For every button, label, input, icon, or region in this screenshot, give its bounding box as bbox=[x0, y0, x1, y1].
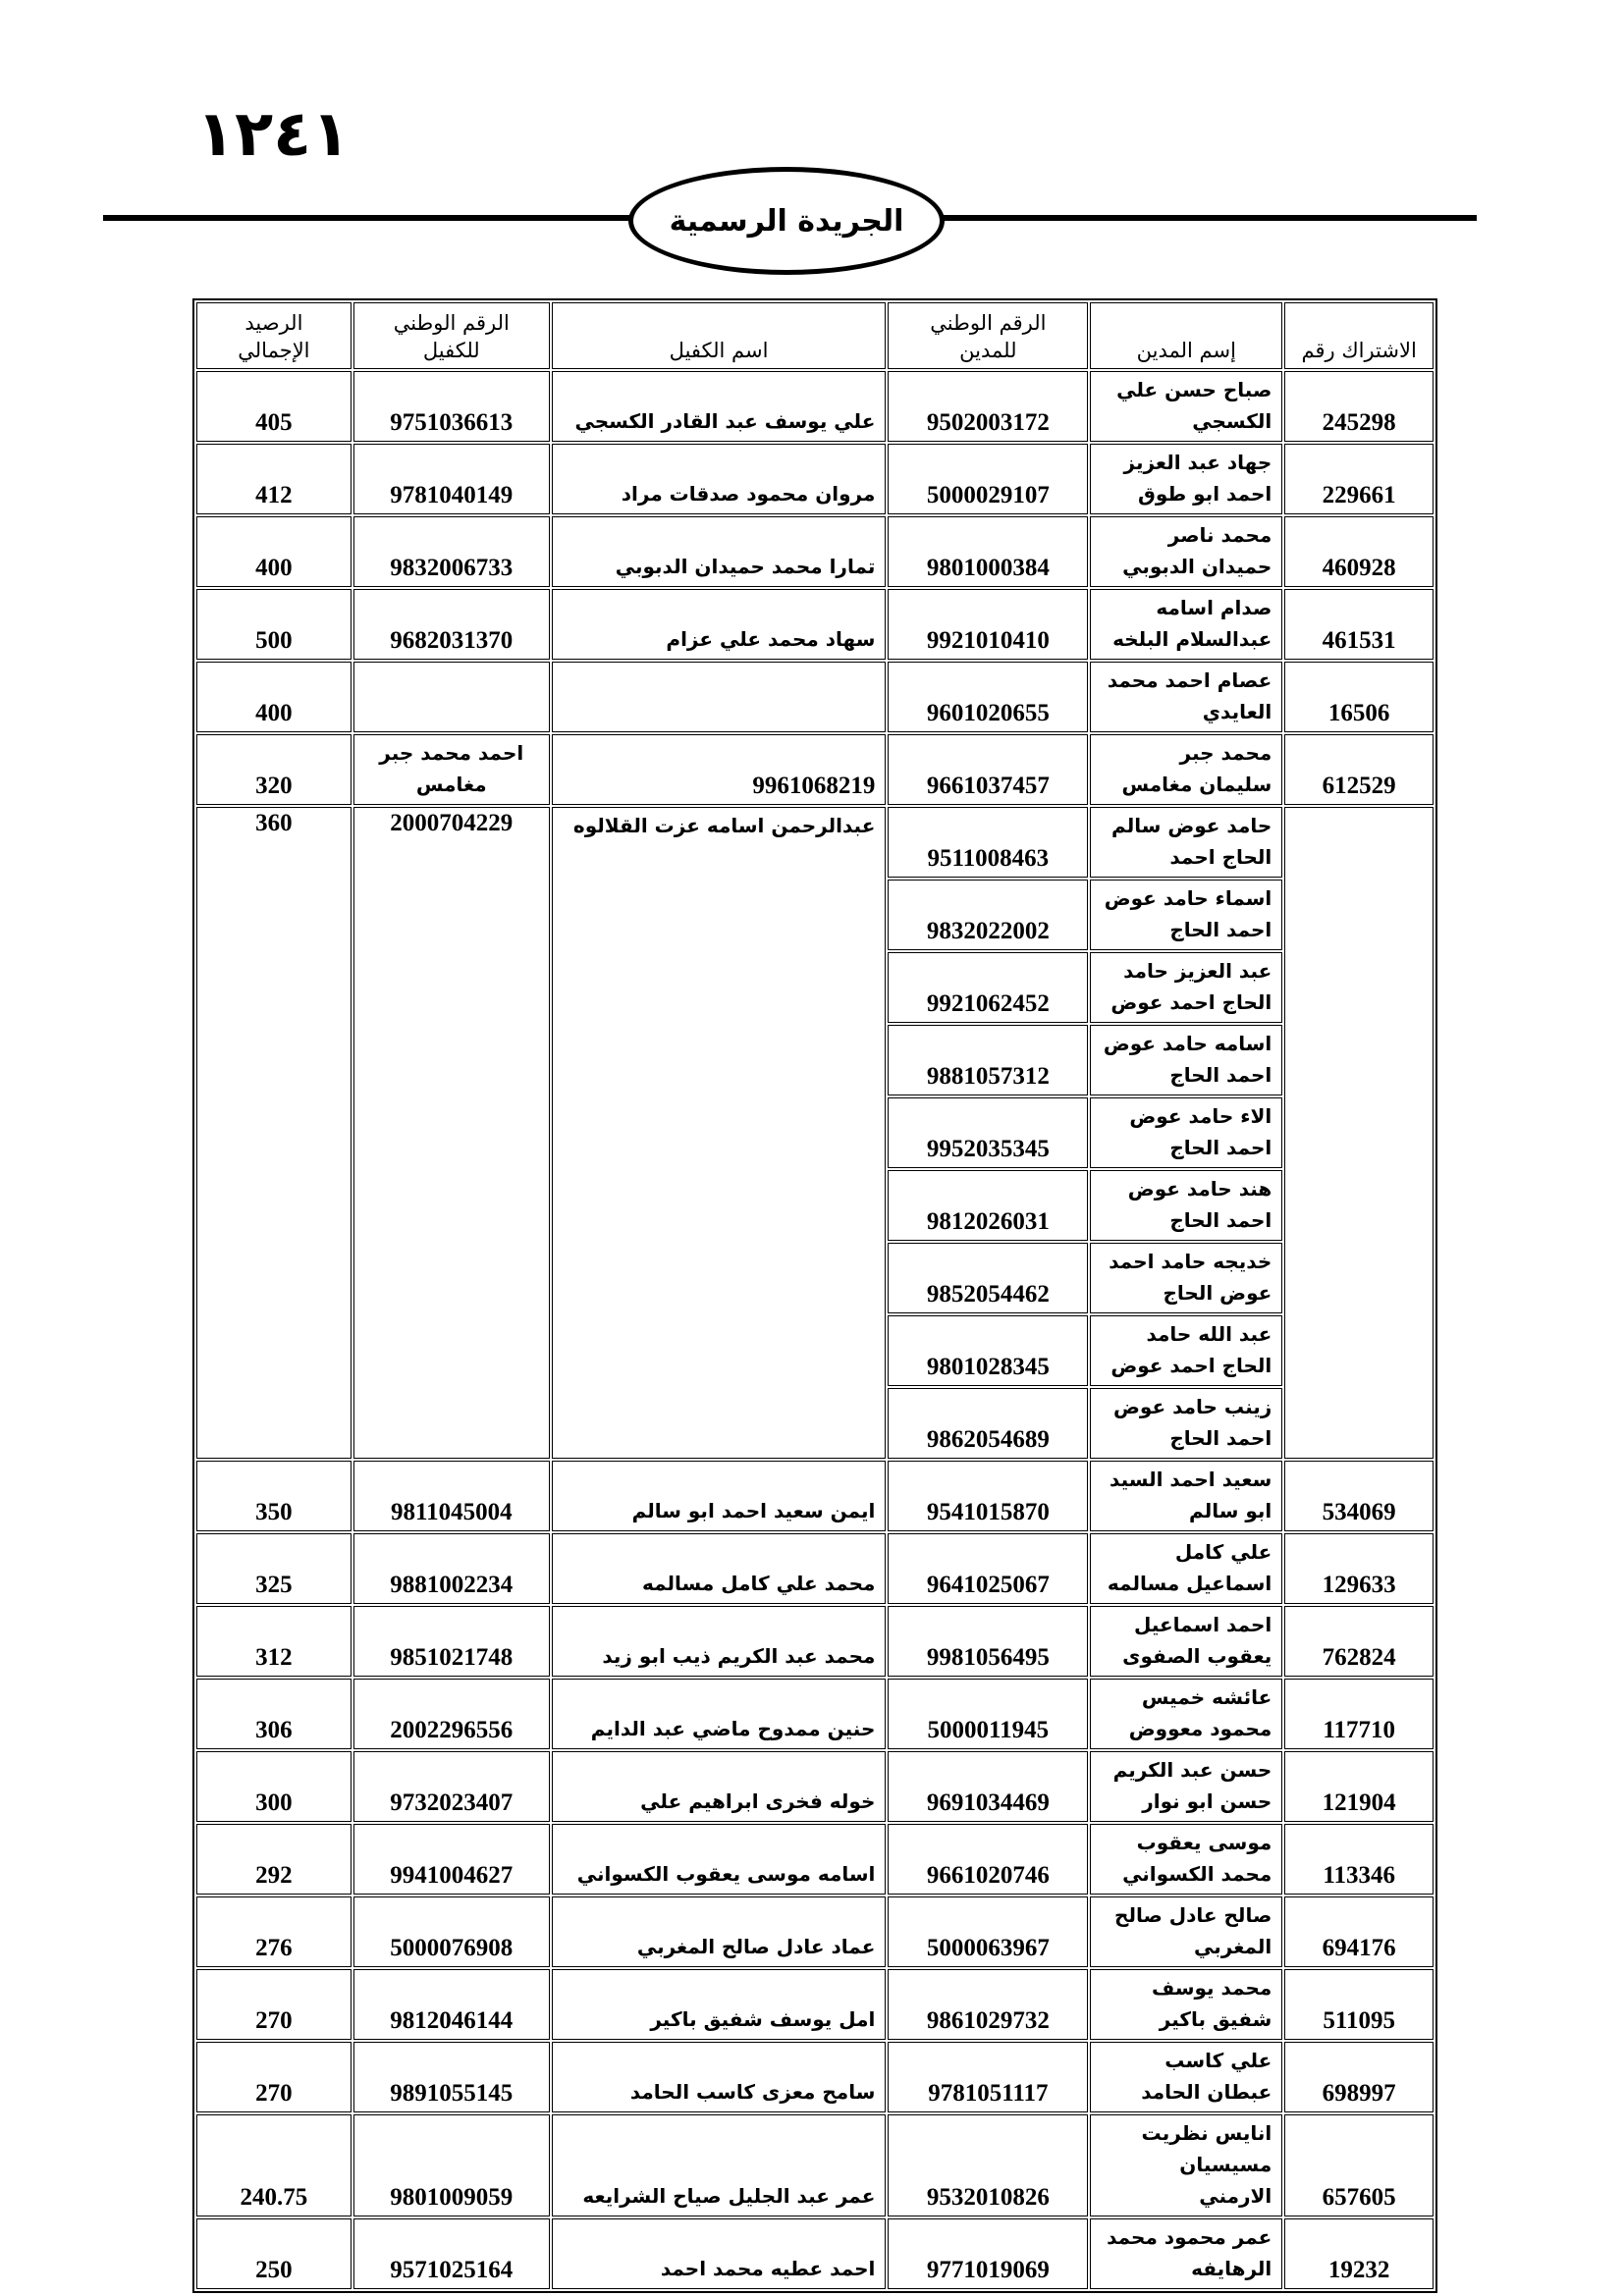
table-row bbox=[196, 2218, 1434, 2289]
subscription-number: 657605 bbox=[1284, 2114, 1434, 2216]
debtor-name: انايس نظريت مسيسيان الارمني bbox=[1090, 2114, 1282, 2216]
debtor-name: سعيد احمد السيد ابو سالم bbox=[1090, 1461, 1282, 1531]
subscription-number: 229661 bbox=[1284, 444, 1434, 514]
table-row bbox=[196, 589, 1434, 660]
debtor-national-id: 5000029107 bbox=[888, 444, 1088, 514]
table-row bbox=[196, 662, 1434, 732]
debtor-name: عبد العزيز حامد الحاج احمد عوض bbox=[1090, 952, 1282, 1023]
subscription-number: 121904 bbox=[1284, 1751, 1434, 1822]
col-guarantor-name: اسم الكفيل bbox=[552, 302, 887, 369]
debtor-national-id: 9852054462 bbox=[888, 1243, 1088, 1313]
debtor-national-id: 9511008463 bbox=[888, 807, 1088, 878]
total-balance: 400 bbox=[196, 662, 352, 732]
debtor-name: صباح حسن علي الكسجي bbox=[1090, 371, 1282, 442]
subscription-number: 762824 bbox=[1284, 1606, 1434, 1677]
debtor-name: احمد اسماعيل يعقوب الصفوى bbox=[1090, 1606, 1282, 1677]
guarantor-national-id: 2000704229 bbox=[353, 807, 550, 1459]
table-row bbox=[196, 734, 1434, 805]
total-balance: 412 bbox=[196, 444, 352, 514]
guarantor-name: تمارا محمد حميدان الدبوبي bbox=[552, 516, 887, 587]
guarantor-name: اسامه موسى يعقوب الكسواني bbox=[552, 1824, 887, 1895]
debtor-national-id: 9921010410 bbox=[888, 589, 1088, 660]
guarantor-national-id: احمد محمد جبر مغامس bbox=[353, 734, 550, 805]
table-row bbox=[196, 516, 1434, 587]
guarantor-name: احمد عطيه محمد احمد bbox=[552, 2218, 887, 2289]
guarantor-national-id: 9812046144 bbox=[353, 1969, 550, 2040]
table-header-row bbox=[196, 302, 1434, 369]
debtor-national-id: 9661020746 bbox=[888, 1824, 1088, 1895]
subscription-number: 694176 bbox=[1284, 1896, 1434, 1967]
total-balance: 320 bbox=[196, 734, 352, 805]
guarantor-name: امل يوسف شفيق باكير bbox=[552, 1969, 887, 2040]
debtor-national-id: 9532010826 bbox=[888, 2114, 1088, 2216]
debtor-national-id: 9801028345 bbox=[888, 1315, 1088, 1386]
total-balance: 270 bbox=[196, 1969, 352, 2040]
table-row bbox=[196, 1606, 1434, 1677]
debtor-name: الاء حامد عوض احمد الحاج bbox=[1090, 1097, 1282, 1168]
debtor-national-id: 5000063967 bbox=[888, 1896, 1088, 1967]
total-balance: 500 bbox=[196, 589, 352, 660]
guarantor-name: 9961068219 bbox=[552, 734, 887, 805]
guarantor-national-id: 9891055145 bbox=[353, 2042, 550, 2112]
total-balance: 240.75 bbox=[196, 2114, 352, 2216]
guarantor-name: مروان محمود صدقات مراد bbox=[552, 444, 887, 514]
debtor-name: اسامه حامد عوض احمد الحاج bbox=[1090, 1025, 1282, 1095]
debtor-name: جهاد عبد العزيز احمد ابو طوق bbox=[1090, 444, 1282, 514]
subscription-number: 245298 bbox=[1284, 371, 1434, 442]
guarantor-national-id: 9682031370 bbox=[353, 589, 550, 660]
guarantor-national-id: 9811045004 bbox=[353, 1461, 550, 1531]
table-row bbox=[196, 1679, 1434, 1749]
guarantor-national-id: 9732023407 bbox=[353, 1751, 550, 1822]
debtor-national-id: 9541015870 bbox=[888, 1461, 1088, 1531]
debtor-name: خديجه حامد احمد عوض الحاج bbox=[1090, 1243, 1282, 1313]
debtor-national-id: 9661037457 bbox=[888, 734, 1088, 805]
debtor-name: عمر محمود محمد الرهايفه bbox=[1090, 2218, 1282, 2289]
subscription-number: 461531 bbox=[1284, 589, 1434, 660]
table-row bbox=[196, 371, 1434, 442]
total-balance: 270 bbox=[196, 2042, 352, 2112]
debtor-name: موسى يعقوب محمد الكسواني bbox=[1090, 1824, 1282, 1895]
guarantor-national-id: 9781040149 bbox=[353, 444, 550, 514]
guarantor-name: سهاد محمد علي عزام bbox=[552, 589, 887, 660]
total-balance: 350 bbox=[196, 1461, 352, 1531]
table-row bbox=[196, 444, 1434, 514]
guarantor-name: عبدالرحمن اسامه عزت القلالوه bbox=[552, 807, 887, 1459]
debtor-national-id: 9981056495 bbox=[888, 1606, 1088, 1677]
debtor-national-id: 9502003172 bbox=[888, 371, 1088, 442]
total-balance: 276 bbox=[196, 1896, 352, 1967]
debtor-name: صدام اسامه عبدالسلام البلخه bbox=[1090, 589, 1282, 660]
table-row bbox=[196, 1461, 1434, 1531]
debtor-name: عبد الله حامد الحاج احمد عوض bbox=[1090, 1315, 1282, 1386]
debtor-name: حسن عبد الكريم حسن ابو نوار bbox=[1090, 1751, 1282, 1822]
debtor-national-id: 9641025067 bbox=[888, 1533, 1088, 1604]
guarantor-name: علي يوسف عبد القادر الكسجي bbox=[552, 371, 887, 442]
table-row bbox=[196, 2042, 1434, 2112]
guarantor-name: ايمن سعيد احمد ابو سالم bbox=[552, 1461, 887, 1531]
debtor-national-id: 9952035345 bbox=[888, 1097, 1088, 1168]
guarantor-name bbox=[552, 662, 887, 732]
guarantor-national-id: 5000076908 bbox=[353, 1896, 550, 1967]
debtor-name: محمد يوسف شفيق باكير bbox=[1090, 1969, 1282, 2040]
debtor-name: هند حامد عوض احمد الحاج bbox=[1090, 1170, 1282, 1241]
subscription-number bbox=[1284, 807, 1434, 1459]
table-row bbox=[196, 1969, 1434, 2040]
guarantor-name: عمر عبد الجليل صياح الشرايعه bbox=[552, 2114, 887, 2216]
debtor-national-id: 9691034469 bbox=[888, 1751, 1088, 1822]
guarantor-national-id: 9941004627 bbox=[353, 1824, 550, 1895]
guarantor-national-id: 9851021748 bbox=[353, 1606, 550, 1677]
total-balance: 405 bbox=[196, 371, 352, 442]
guarantor-national-id: 9571025164 bbox=[353, 2218, 550, 2289]
debtor-national-id: 9801000384 bbox=[888, 516, 1088, 587]
guarantor-national-id: 9801009059 bbox=[353, 2114, 550, 2216]
debtor-name: محمد جبر سليمان مغامس bbox=[1090, 734, 1282, 805]
debtor-name: محمد ناصر حميدان الدبوبي bbox=[1090, 516, 1282, 587]
guarantor-national-id: 9751036613 bbox=[353, 371, 550, 442]
header-title: الجريدة الرسمية bbox=[669, 203, 904, 239]
debtor-national-id: 9781051117 bbox=[888, 2042, 1088, 2112]
guarantor-national-id bbox=[353, 662, 550, 732]
subscription-number: 113346 bbox=[1284, 1824, 1434, 1895]
col-debtor-id: الرقم الوطني للمدين bbox=[888, 302, 1088, 369]
table-row bbox=[196, 2114, 1434, 2216]
table-row bbox=[196, 1533, 1434, 1604]
total-balance: 400 bbox=[196, 516, 352, 587]
subscription-number: 117710 bbox=[1284, 1679, 1434, 1749]
debtor-national-id: 9832022002 bbox=[888, 880, 1088, 950]
debtor-national-id: 9812026031 bbox=[888, 1170, 1088, 1241]
total-balance: 325 bbox=[196, 1533, 352, 1604]
debtor-name: اسماء حامد عوض احمد الحاج bbox=[1090, 880, 1282, 950]
guarantor-name: خوله فخرى ابراهيم علي bbox=[552, 1751, 887, 1822]
col-debtor-name: إسم المدين bbox=[1090, 302, 1282, 369]
debtor-name: عائشه خميس محمود معووض bbox=[1090, 1679, 1282, 1749]
debtor-name: علي كاسب عبطان الحامد bbox=[1090, 2042, 1282, 2112]
subscription-number: 19232 bbox=[1284, 2218, 1434, 2289]
guarantor-national-id: 9881002234 bbox=[353, 1533, 550, 1604]
debtor-name: زينب حامد عوض احمد الحاج bbox=[1090, 1388, 1282, 1459]
subscription-number: 511095 bbox=[1284, 1969, 1434, 2040]
debtor-national-id: 5000011945 bbox=[888, 1679, 1088, 1749]
debtor-national-id: 9862054689 bbox=[888, 1388, 1088, 1459]
total-balance: 306 bbox=[196, 1679, 352, 1749]
total-balance: 292 bbox=[196, 1824, 352, 1895]
debtor-national-id: 9861029732 bbox=[888, 1969, 1088, 2040]
header-oval bbox=[628, 167, 945, 275]
subscription-number: 612529 bbox=[1284, 734, 1434, 805]
guarantor-name: محمد علي كامل مسالمه bbox=[552, 1533, 887, 1604]
total-balance: 300 bbox=[196, 1751, 352, 1822]
total-balance: 312 bbox=[196, 1606, 352, 1677]
table-row bbox=[196, 1824, 1434, 1895]
total-balance: 250 bbox=[196, 2218, 352, 2289]
table-row bbox=[196, 1896, 1434, 1967]
col-subscription: الاشتراك رقم bbox=[1284, 302, 1434, 369]
page-number: ١٢٤١ bbox=[196, 98, 351, 171]
subscription-number: 698997 bbox=[1284, 2042, 1434, 2112]
debtor-national-id: 9881057312 bbox=[888, 1025, 1088, 1095]
debtor-name: عصام احمد محمد العايدي bbox=[1090, 662, 1282, 732]
table-row bbox=[196, 1751, 1434, 1822]
debtors-table bbox=[192, 298, 1437, 2293]
debtor-national-id: 9921062452 bbox=[888, 952, 1088, 1023]
subscription-number: 129633 bbox=[1284, 1533, 1434, 1604]
table-row-group bbox=[196, 807, 1434, 878]
debtor-name: علي كامل اسماعيل مسالمه bbox=[1090, 1533, 1282, 1604]
subscription-number: 460928 bbox=[1284, 516, 1434, 587]
guarantor-national-id: 9832006733 bbox=[353, 516, 550, 587]
col-guarantor-id: الرقم الوطني للكفيل bbox=[353, 302, 550, 369]
col-balance: الرصيد الإجمالي bbox=[196, 302, 352, 369]
guarantor-national-id: 2002296556 bbox=[353, 1679, 550, 1749]
guarantor-name: محمد عبد الكريم ذيب ابو زيد bbox=[552, 1606, 887, 1677]
guarantor-name: عماد عادل صالح المغربي bbox=[552, 1896, 887, 1967]
subscription-number: 534069 bbox=[1284, 1461, 1434, 1531]
total-balance: 360 bbox=[196, 807, 352, 1459]
debtor-national-id: 9771019069 bbox=[888, 2218, 1088, 2289]
guarantor-name: حنين ممدوح ماضي عبد الدايم bbox=[552, 1679, 887, 1749]
guarantor-name: سامح معزى كاسب الحامد bbox=[552, 2042, 887, 2112]
debtor-national-id: 9601020655 bbox=[888, 662, 1088, 732]
subscription-number: 16506 bbox=[1284, 662, 1434, 732]
debtor-name: صالح عادل صالح المغربي bbox=[1090, 1896, 1282, 1967]
debtor-name: حامد عوض سالم الحاج احمد bbox=[1090, 807, 1282, 878]
